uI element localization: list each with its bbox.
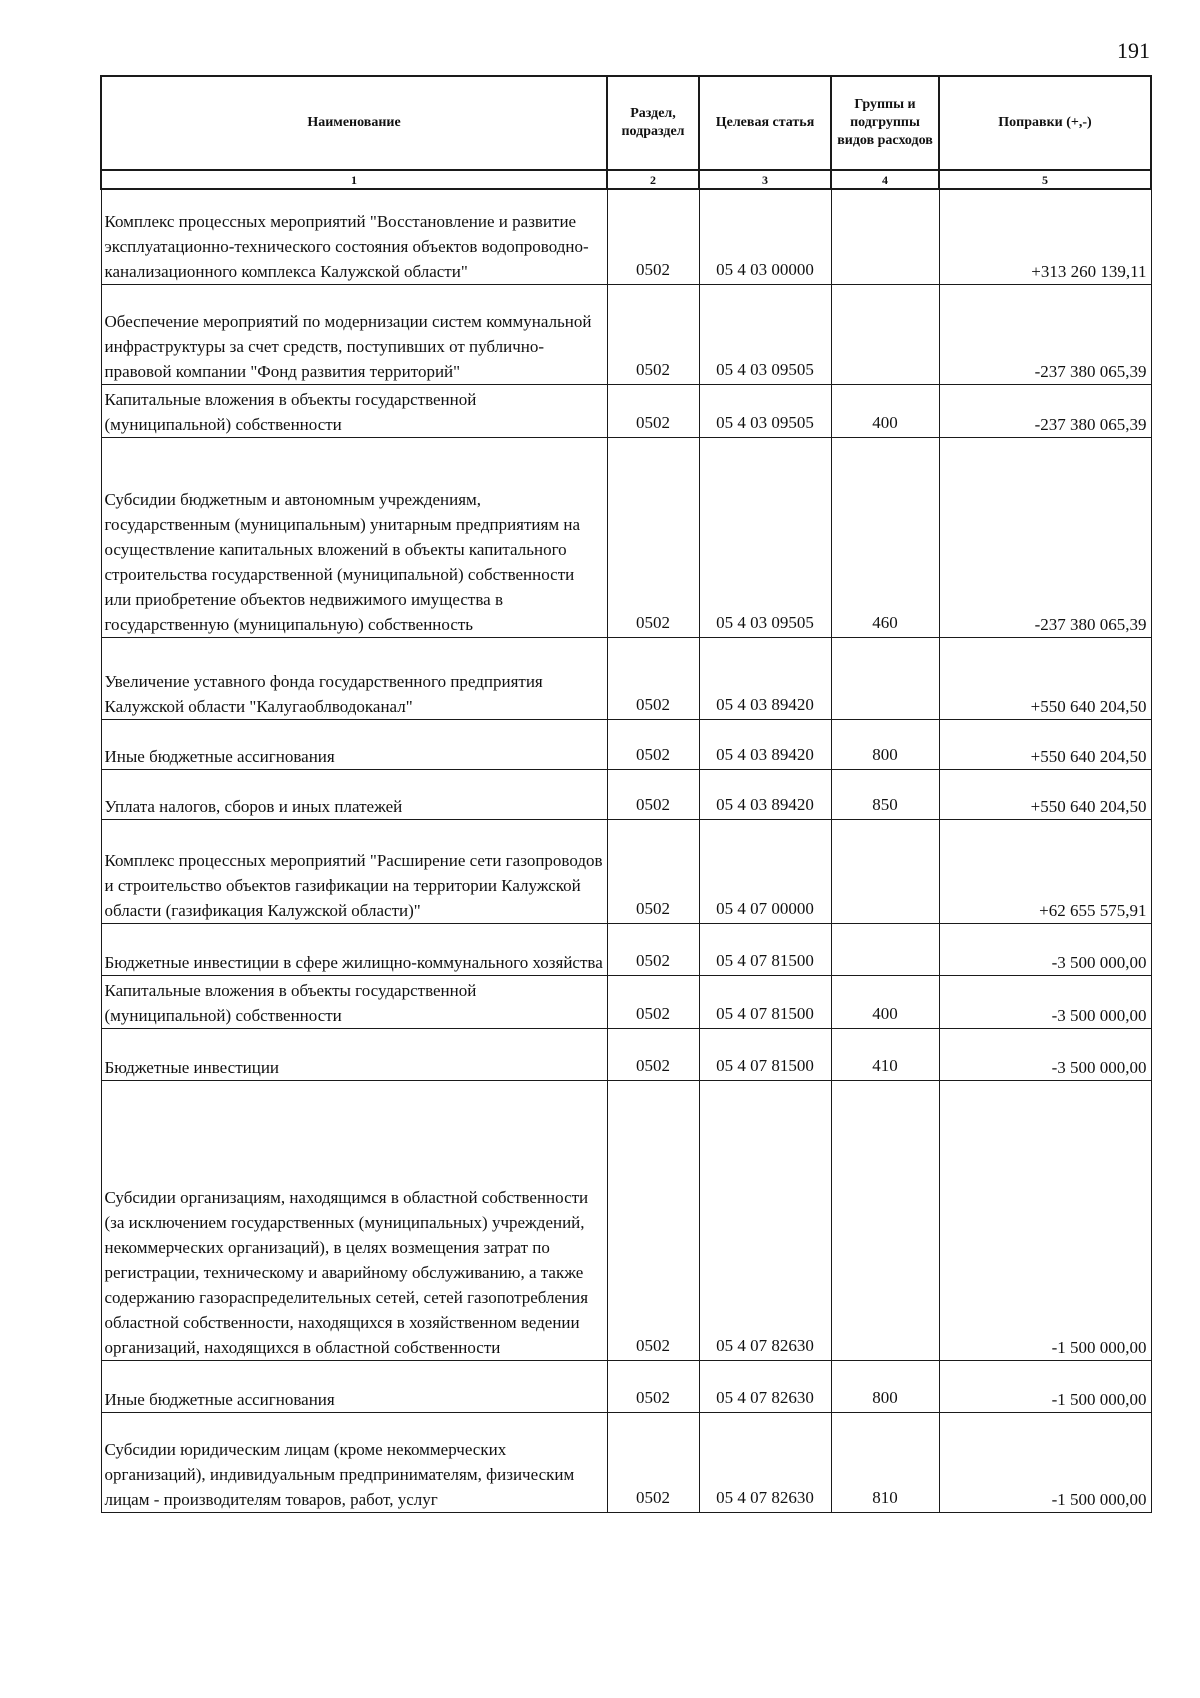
page-number: 191 bbox=[1117, 38, 1150, 63]
row-group bbox=[831, 284, 939, 384]
row-section: 0502 bbox=[607, 1080, 699, 1360]
table-row bbox=[101, 923, 1151, 975]
table-row bbox=[101, 189, 1151, 284]
header-target-article: Целевая статья bbox=[699, 76, 831, 170]
row-name: Бюджетные инвестиции в сфере жилищно-коммунального хозяйства bbox=[101, 923, 607, 975]
row-target: 05 4 03 09505 bbox=[699, 284, 831, 384]
table-row bbox=[101, 819, 1151, 923]
row-name: Иные бюджетные ассигнования bbox=[101, 719, 607, 769]
table-row bbox=[101, 1028, 1151, 1080]
column-number: 5 bbox=[939, 170, 1151, 189]
row-target: 05 4 07 81500 bbox=[699, 975, 831, 1028]
row-name: Увеличение уставного фонда государственного предприятия Калужской области "Калугаоблводоканал" bbox=[101, 637, 607, 719]
row-section: 0502 bbox=[607, 1028, 699, 1080]
row-group: 410 bbox=[831, 1028, 939, 1080]
row-group bbox=[831, 1080, 939, 1360]
row-target: 05 4 07 81500 bbox=[699, 1028, 831, 1080]
row-group: 850 bbox=[831, 769, 939, 819]
table-row bbox=[101, 719, 1151, 769]
row-section: 0502 bbox=[607, 923, 699, 975]
header-expense-groups: Группы и подгруппы видов расходов bbox=[831, 76, 939, 170]
table-row bbox=[101, 1412, 1151, 1512]
row-target: 05 4 03 89420 bbox=[699, 719, 831, 769]
row-section: 0502 bbox=[607, 284, 699, 384]
row-group bbox=[831, 637, 939, 719]
row-amount: +313 260 139,11 bbox=[939, 189, 1151, 284]
row-amount: +550 640 204,50 bbox=[939, 637, 1151, 719]
row-amount: +550 640 204,50 bbox=[939, 769, 1151, 819]
row-group: 800 bbox=[831, 1360, 939, 1412]
row-group: 400 bbox=[831, 975, 939, 1028]
row-amount: +550 640 204,50 bbox=[939, 719, 1151, 769]
row-section: 0502 bbox=[607, 719, 699, 769]
row-name: Капитальные вложения в объекты государственной (муниципальной) собственности bbox=[101, 384, 607, 437]
row-target: 05 4 07 00000 bbox=[699, 819, 831, 923]
row-target: 05 4 03 89420 bbox=[699, 769, 831, 819]
row-name: Субсидии организациям, находящимся в областной собственности (за исключением государственных (муниципальных) учреждений, некоммерческих организаций), в целях возмещения затрат по регистрации, техническому и аварийному обслуживанию, а также содержанию газораспределительных сетей, сетей газопотребления областной собственности, находящихся в хозяйственном ведении организаций, находящихся в областной собственности bbox=[101, 1080, 607, 1360]
column-number: 2 bbox=[607, 170, 699, 189]
header-name: Наименование bbox=[101, 76, 607, 170]
column-number: 1 bbox=[101, 170, 607, 189]
table-row bbox=[101, 1080, 1151, 1360]
row-amount: -3 500 000,00 bbox=[939, 923, 1151, 975]
budget-amendments-table bbox=[100, 75, 1152, 1513]
row-name: Субсидии юридическим лицам (кроме некоммерческих организаций), индивидуальным предпринимателям, физическим лицам - производителям товаров, работ, услуг bbox=[101, 1412, 607, 1512]
header-amendments: Поправки (+,-) bbox=[939, 76, 1151, 170]
row-amount: -1 500 000,00 bbox=[939, 1080, 1151, 1360]
row-group bbox=[831, 923, 939, 975]
row-amount: -3 500 000,00 bbox=[939, 1028, 1151, 1080]
row-amount: -1 500 000,00 bbox=[939, 1412, 1151, 1512]
row-group: 400 bbox=[831, 384, 939, 437]
row-target: 05 4 07 82630 bbox=[699, 1412, 831, 1512]
row-section: 0502 bbox=[607, 819, 699, 923]
row-target: 05 4 07 82630 bbox=[699, 1080, 831, 1360]
row-amount: -237 380 065,39 bbox=[939, 284, 1151, 384]
row-section: 0502 bbox=[607, 975, 699, 1028]
row-group bbox=[831, 819, 939, 923]
row-target: 05 4 03 09505 bbox=[699, 437, 831, 637]
row-amount: -237 380 065,39 bbox=[939, 437, 1151, 637]
row-name: Бюджетные инвестиции bbox=[101, 1028, 607, 1080]
row-group: 800 bbox=[831, 719, 939, 769]
table-row bbox=[101, 437, 1151, 637]
row-amount: +62 655 575,91 bbox=[939, 819, 1151, 923]
table-row bbox=[101, 1360, 1151, 1412]
row-section: 0502 bbox=[607, 189, 699, 284]
table-row bbox=[101, 637, 1151, 719]
row-name: Уплата налогов, сборов и иных платежей bbox=[101, 769, 607, 819]
row-name: Субсидии бюджетным и автономным учреждениям, государственным (муниципальным) унитарным предприятиям на осуществление капитальных вложений в объекты капитального строительства государственной (муниципальной) собственности или приобретение объектов недвижимого имущества в государственную (муниципальную) собственность bbox=[101, 437, 607, 637]
header-section: Раздел, подраздел bbox=[607, 76, 699, 170]
table-row bbox=[101, 384, 1151, 437]
row-section: 0502 bbox=[607, 769, 699, 819]
row-target: 05 4 03 00000 bbox=[699, 189, 831, 284]
row-section: 0502 bbox=[607, 1412, 699, 1512]
row-target: 05 4 03 09505 bbox=[699, 384, 831, 437]
row-amount: -1 500 000,00 bbox=[939, 1360, 1151, 1412]
column-numbers-row bbox=[101, 170, 1151, 189]
row-amount: -3 500 000,00 bbox=[939, 975, 1151, 1028]
row-group bbox=[831, 189, 939, 284]
row-target: 05 4 03 89420 bbox=[699, 637, 831, 719]
column-number: 4 bbox=[831, 170, 939, 189]
row-name: Обеспечение мероприятий по модернизации систем коммунальной инфраструктуры за счет средств, поступивших от публично-правовой компании "Фонд развития территорий" bbox=[101, 284, 607, 384]
table-row bbox=[101, 769, 1151, 819]
row-name: Иные бюджетные ассигнования bbox=[101, 1360, 607, 1412]
table-body bbox=[101, 189, 1151, 1512]
row-group: 810 bbox=[831, 1412, 939, 1512]
row-target: 05 4 07 81500 bbox=[699, 923, 831, 975]
table-row bbox=[101, 284, 1151, 384]
row-target: 05 4 07 82630 bbox=[699, 1360, 831, 1412]
table-header-row bbox=[101, 76, 1151, 170]
row-amount: -237 380 065,39 bbox=[939, 384, 1151, 437]
row-section: 0502 bbox=[607, 1360, 699, 1412]
table-row bbox=[101, 975, 1151, 1028]
row-group: 460 bbox=[831, 437, 939, 637]
row-name: Комплекс процессных мероприятий "Расширение сети газопроводов и строительство объектов газификации на территории Калужской области (газификация Калужской области)" bbox=[101, 819, 607, 923]
row-name: Комплекс процессных мероприятий "Восстановление и развитие эксплуатационно-технического состояния объектов водопроводно-канализационного комплекса Калужской области" bbox=[101, 189, 607, 284]
row-section: 0502 bbox=[607, 437, 699, 637]
row-section: 0502 bbox=[607, 384, 699, 437]
column-number: 3 bbox=[699, 170, 831, 189]
row-name: Капитальные вложения в объекты государственной (муниципальной) собственности bbox=[101, 975, 607, 1028]
row-section: 0502 bbox=[607, 637, 699, 719]
